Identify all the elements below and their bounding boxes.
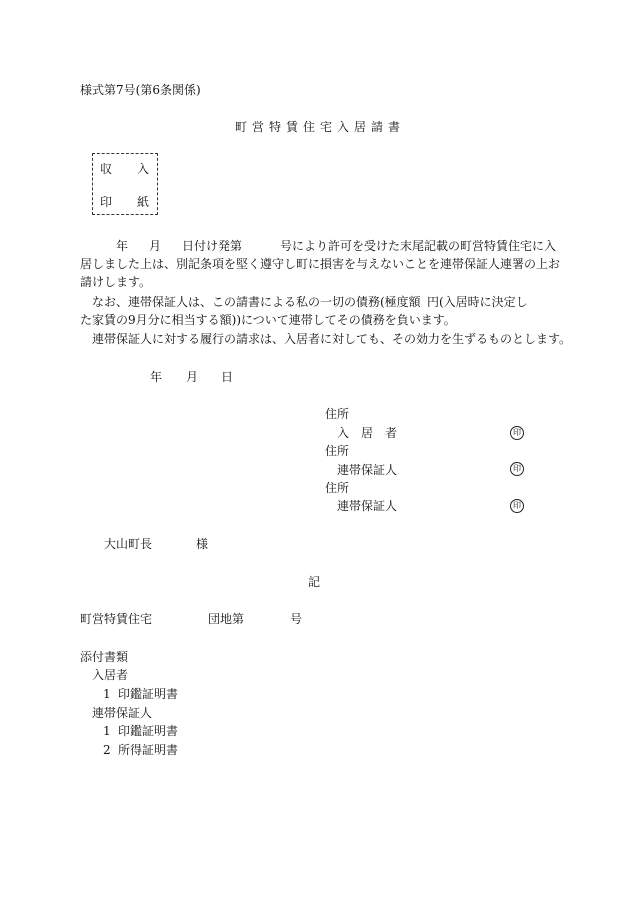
- guarantor-label: 連帯保証人: [337, 499, 398, 513]
- housing-label: 町営特賃住宅: [80, 612, 153, 626]
- body-year-blank: 年: [116, 239, 129, 253]
- stamp-text-2a: 印: [100, 195, 113, 209]
- ki-heading: 記: [308, 575, 321, 589]
- body-line-1: 号により許可を受けた末尾記載の町営特賃住宅に入: [280, 239, 557, 253]
- stamp-text-1a: 収: [100, 162, 113, 176]
- address-label: 住所: [325, 481, 350, 495]
- body-issue-label: 日付け発第: [182, 239, 243, 253]
- attachment-item-no: 1: [103, 687, 111, 701]
- address-label: 住所: [325, 444, 350, 458]
- body-line-3: 請けします。: [80, 275, 152, 289]
- attachment-item-text: 印鑑証明書: [118, 687, 179, 701]
- page-title: 町営特賃住宅入居請書: [235, 120, 406, 134]
- form-number: 様式第7号(第6条関係): [80, 83, 201, 97]
- body-line-2: 居しました上は、別記条項を堅く遵守し町に損害を与えないことを連帯保証人連署の上お: [80, 257, 561, 271]
- estate-label: 団地第: [208, 612, 245, 626]
- date-day: 日: [221, 370, 234, 384]
- body-line-4b: 円(入居時に決定し: [427, 295, 528, 309]
- guarantor-label: 連帯保証人: [337, 463, 398, 477]
- attachment-item-text: 所得証明書: [118, 743, 179, 757]
- attachments-heading: 添付書類: [80, 650, 129, 664]
- attachments-resident-label: 入居者: [92, 668, 129, 682]
- stamp-text-2b: 紙: [137, 195, 150, 209]
- addressee-honorific: 様: [196, 537, 209, 551]
- date-month: 月: [186, 370, 199, 384]
- resident-label: 入 居 者: [337, 426, 398, 440]
- body-line-5: た家賃の9月分に相当する額))について連帯してその債務を負います。: [80, 313, 456, 327]
- attachment-item-no: 2: [103, 743, 111, 757]
- stamp-text-1b: 入: [137, 162, 150, 176]
- addressee-name: 大山町長: [104, 537, 153, 551]
- attachment-item-no: 1: [103, 724, 111, 738]
- body-month-blank: 月: [149, 239, 162, 253]
- body-line-6: 連帯保証人に対する履行の請求は、入居者に対しても、その効力を生ずるものとします。: [92, 332, 572, 346]
- body-line-4a: なお、連帯保証人は、この請書による私の一切の債務(極度額: [92, 295, 421, 309]
- housing-number: 号: [290, 612, 303, 626]
- address-label: 住所: [325, 407, 350, 421]
- seal-icon: 印: [510, 426, 524, 440]
- seal-icon: 印: [510, 462, 524, 476]
- date-year: 年: [150, 370, 163, 384]
- attachment-item-text: 印鑑証明書: [118, 724, 179, 738]
- attachments-guarantor-label: 連帯保証人: [92, 706, 153, 720]
- seal-icon: 印: [510, 499, 524, 513]
